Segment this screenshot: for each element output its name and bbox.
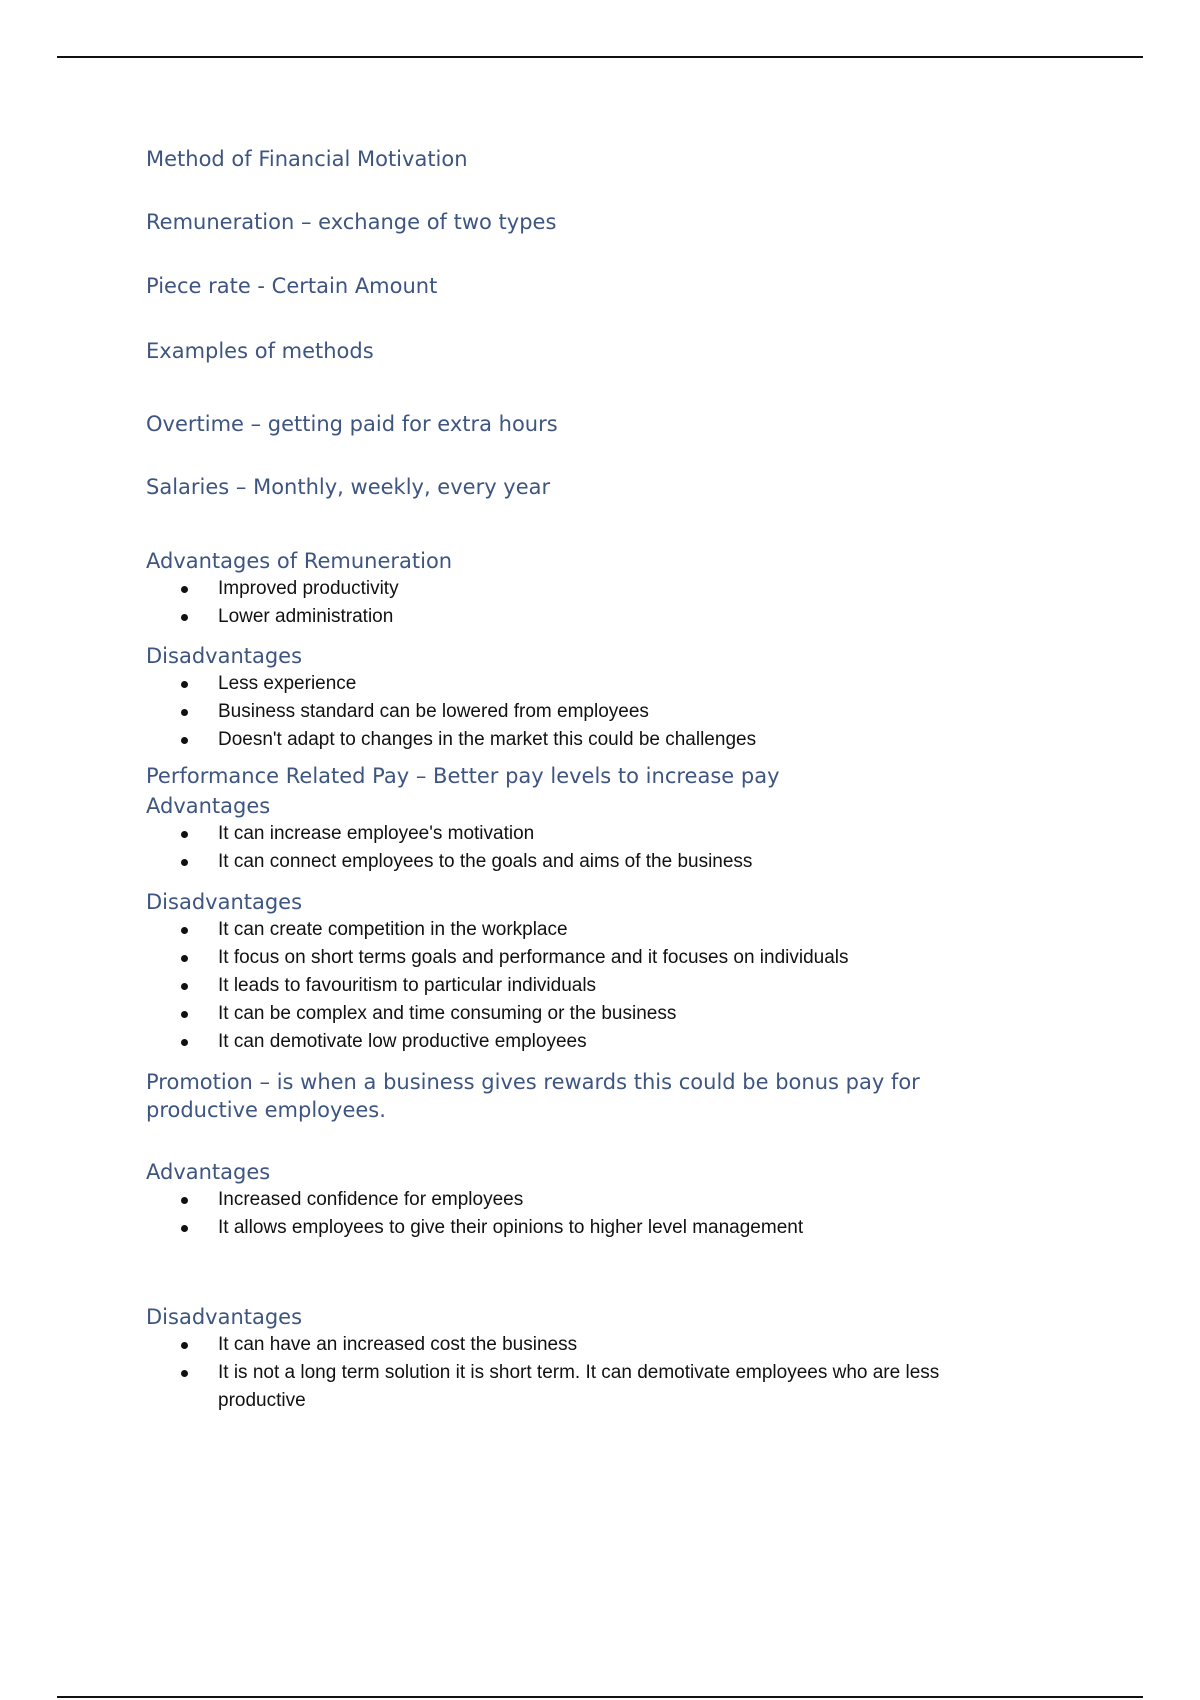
performance-pay-advantages-list	[146, 820, 1046, 876]
piece-rate-heading: Piece rate - Certain Amount	[146, 274, 438, 298]
list-item: It can demotivate low productive employees	[146, 1028, 1046, 1056]
promotion-disadvantages-heading: Disadvantages	[146, 1305, 303, 1329]
overtime-heading: Overtime – getting paid for extra hours	[146, 412, 558, 436]
bullet-icon	[181, 1011, 188, 1018]
bullet-icon	[181, 831, 188, 838]
bullet-icon	[181, 737, 188, 744]
document-body	[146, 145, 1046, 1415]
performance-pay-heading: Performance Related Pay – Better pay levels to increase pay	[146, 764, 780, 788]
bullet-icon	[181, 1197, 188, 1204]
list-item: It can connect employees to the goals and aims of the business	[146, 848, 1046, 876]
bullet-icon	[181, 681, 188, 688]
performance-pay-disadvantages-list	[146, 916, 1046, 1056]
performance-pay-disadvantages-heading: Disadvantages	[146, 890, 303, 914]
bullet-icon	[181, 614, 188, 621]
remuneration-advantages-list	[146, 575, 1046, 631]
bullet-icon	[181, 1370, 188, 1377]
list-item: Doesn't adapt to changes in the market this could be challenges	[146, 726, 1046, 754]
list-item: Increased confidence for employees	[146, 1186, 1046, 1214]
list-item: It can be complex and time consuming or the business	[146, 1000, 1046, 1028]
bullet-icon	[181, 955, 188, 962]
list-item: It allows employees to give their opinions to higher level management	[146, 1214, 1046, 1242]
bullet-icon	[181, 859, 188, 866]
remuneration-advantages-heading: Advantages of Remuneration	[146, 549, 453, 573]
list-item: Improved productivity	[146, 575, 1046, 603]
list-item: It is not a long term solution it is short term. It can demotivate employees who are less productive	[146, 1359, 1006, 1415]
bullet-icon	[181, 1225, 188, 1232]
list-item: It can increase employee's motivation	[146, 820, 1046, 848]
promotion-heading: Promotion – is when a business gives rewards this could be bonus pay for productive employees.	[146, 1070, 920, 1122]
list-item: It focus on short terms goals and performance and it focuses on individuals	[146, 944, 1046, 972]
bullet-icon	[181, 927, 188, 934]
bullet-icon	[181, 1039, 188, 1046]
salaries-heading: Salaries – Monthly, weekly, every year	[146, 475, 551, 499]
top-rule	[57, 56, 1143, 58]
bullet-icon	[181, 709, 188, 716]
list-item: Business standard can be lowered from employees	[146, 698, 1046, 726]
bottom-rule	[57, 1696, 1143, 1698]
promotion-advantages-list	[146, 1186, 1046, 1242]
promotion-disadvantages-list	[146, 1331, 1006, 1415]
list-item: It can have an increased cost the business	[146, 1331, 1006, 1359]
remuneration-heading: Remuneration – exchange of two types	[146, 210, 557, 234]
doc-title: Method of Financial Motivation	[146, 147, 468, 171]
examples-heading: Examples of methods	[146, 339, 374, 363]
list-item: Less experience	[146, 670, 1046, 698]
promotion-advantages-heading: Advantages	[146, 1160, 271, 1184]
bullet-icon	[181, 983, 188, 990]
list-item: It leads to favouritism to particular individuals	[146, 972, 1046, 1000]
list-item: Lower administration	[146, 603, 1046, 631]
bullet-icon	[181, 1342, 188, 1349]
remuneration-disadvantages-list	[146, 670, 1046, 754]
remuneration-disadvantages-heading: Disadvantages	[146, 644, 303, 668]
list-item: It can create competition in the workplace	[146, 916, 1046, 944]
performance-pay-advantages-heading: Advantages	[146, 794, 271, 818]
bullet-icon	[181, 586, 188, 593]
